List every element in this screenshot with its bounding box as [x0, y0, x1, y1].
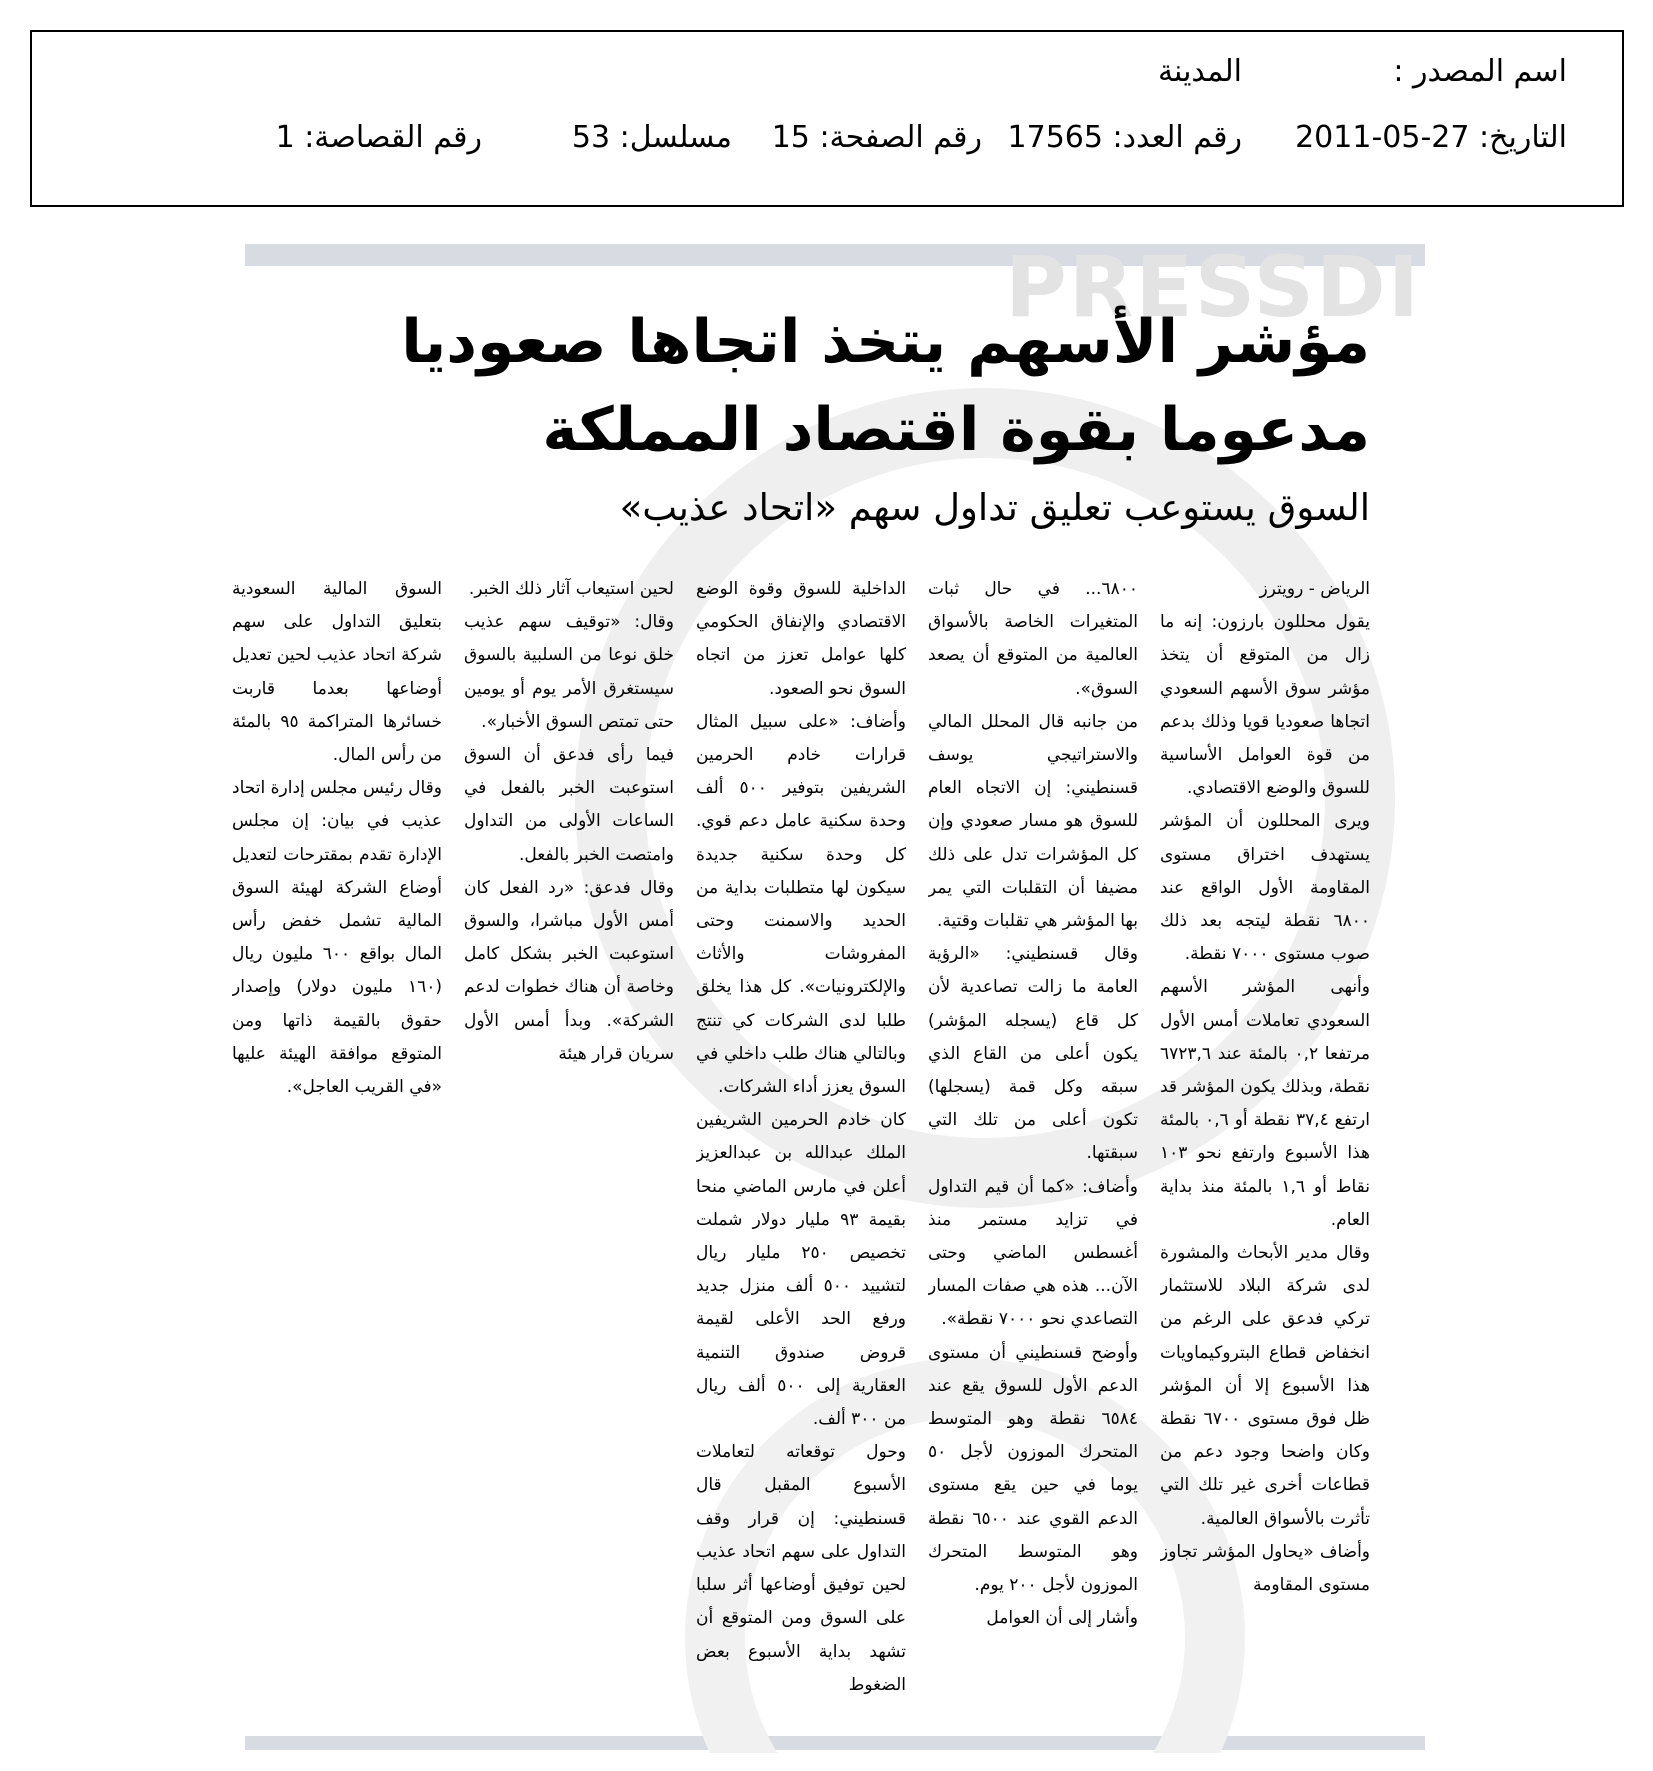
source-value: المدينة: [1157, 54, 1242, 89]
article-paragraph: وقال مدير الأبحاث والمشورة لدى شركة البلاد للاستثمار تركي فدعق على الرغم من انخفاض قطاع البتروكيماويات هذا الأسبوع إلا أن المؤشر ظل فوق مستوى ٦٧٠٠ نقطة وكان واضحا وجود دعم من قطاعات أخرى غير تلك التي تأثرت بالأسواق العالمية.: [1160, 1243, 1370, 1529]
date-field: التاريخ: 27-05-2011: [1295, 120, 1567, 155]
article-paragraph: ويرى المحللون أن المؤشر يستهدف اختراق مستوى المقاومة الأول الواقع عند ٦٨٠٠ نقطة ليتجه بعد ذلك صوب مستوى ٧٠٠٠ نقطة.: [1160, 811, 1370, 965]
article-paragraph: وقال فدعق: «رد الفعل كان أمس الأول مباشرا، والسوق استوعبت الخبر بشكل كامل وخاصة أن هناك خطوات لدعم الشركة». وبدأ أمس الأول سريان قرار هيئة: [464, 877, 674, 1064]
article-paragraph: فيما رأى فدعق أن السوق استوعبت الخبر بالفعل في الساعات الأولى من التداول وامتصت الخبر بالفعل.: [464, 745, 674, 865]
article-paragraph: وقال قسنطيني: «الرؤية العامة ما زالت تصاعدية لأن كل قاع (يسجله المؤشر) يكون أعلى من القاع الذي سبقه وكل قمة (يسجلها) تكون أعلى من تلك التي سبقتها.: [928, 944, 1138, 1164]
article-paragraph: وقال: «توقيف سهم عذيب خلق نوعا من السلبية بالسوق سيستغرق الأمر يوم أو يومين حتى تمتص السوق الأخبار».: [464, 612, 674, 732]
article-paragraph: وحول توقعاته لتعاملات الأسبوع المقبل قال قسنطيني: إن قرار وقف التداول على سهم اتحاد عذيب لحين توفيق أوضاعها أثر سلبا على السوق ومن المتوقع أن تشهد بداية الأسبوع بعض الضغوط: [696, 1442, 906, 1695]
source-label: اسم المصدر :: [1393, 54, 1567, 89]
article-column-4: [464, 573, 674, 1743]
article-paragraph: وأضاف: «كما أن قيم التداول في تزايد مستمر منذ أغسطس الماضي وحتى الآن... هذه هي صفات المسار التصاعدي نحو ٧٠٠٠ نقطة».: [928, 1176, 1138, 1330]
article-paragraph: وأشار إلى أن العوامل: [986, 1608, 1138, 1629]
article-paragraph: كان خادم الحرمين الشريفين الملك عبدالله بن عبدالعزيز أعلن في مارس الماضي منحا بقيمة ٩٣ مليار دولار شملت تخصيص ٢٥٠ مليار ريال لتشييد ٥٠٠ ألف منزل جديد ورفع الحد الأعلى لقيمة قروض صندوق التنمية العقارية إلى ٥٠٠ ألف ريال من ٣٠٠ ألف.: [696, 1110, 906, 1430]
article-paragraph: يقول محللون بارزون: إنه ما زال من المتوقع أن يتخذ مؤشر سوق الأسهم السعودي اتجاها صعوديا قويا وذلك بدعم من قوة العوامل الأساسية للسوق والوضع الاقتصادي.: [1160, 612, 1370, 799]
article-paragraph: الرياض - رويترز: [1259, 579, 1370, 599]
newspaper-clipping: [215, 238, 1425, 1753]
article-column-1: [1160, 573, 1370, 1743]
article-paragraph: وأنهى المؤشر الأسهم السعودي تعاملات أمس الأول مرتفعا ٠,٢ بالمئة عند ٦٧٢٣,٦ نقطة، وبذلك يكون المؤشر قد ارتفع ٣٧,٤ نقطة أو ٠,٦ بالمئة هذا الأسبوع وارتفع نحو ١٠٣ نقاط أو ١,٦ بالمئة منذ بداية العام.: [1160, 977, 1370, 1230]
article-paragraph: الداخلية للسوق وقوة الوضع الاقتصادي والإنفاق الحكومي كلها عوامل تعزز من اتجاه السوق نحو الصعود.: [696, 579, 906, 699]
article-paragraph: ٦٨٠٠... في حال ثبات المتغيرات الخاصة بالأسواق العالمية من المتوقع أن يصعد السوق».: [928, 579, 1138, 699]
pressdi-watermark: PRESSDI: [1005, 238, 1421, 336]
article-paragraph: وقال رئيس مجلس إدارة اتحاد عذيب في بيان: إن مجلس الإدارة تقدم بمقترحات لتعديل أوضاع الشركة لهيئة السوق المالية تشمل خفض رأس المال بواقع ٦٠٠ مليون ريال (١٦٠ مليون دولار) وإصدار حقوق بالقيمة ذاتها ومن المتوقع موافقة الهيئة عليها «في القريب العاجل».: [232, 778, 442, 1098]
page-number-field: رقم الصفحة: 15: [771, 120, 982, 155]
clip-number-field: رقم القصاصة: 1: [275, 120, 482, 155]
article-paragraph: وأوضح قسنطيني أن مستوى الدعم الأول للسوق يقع عند ٦٥٨٤ نقطة وهو المتوسط المتحرك الموزون لأجل ٥٠ يوما في حين يقع مستوى الدعم القوي عند ٦٥٠٠ نقطة وهو المتوسط المتحرك الموزون لأجل ٢٠٠ يوم.: [928, 1342, 1138, 1596]
article-column-5: [232, 573, 442, 1743]
serial-field: مسلسل: 53: [571, 120, 732, 155]
article-paragraph: وأضاف «يحاول المؤشر تجاوز مستوى المقاومة: [1160, 1541, 1370, 1596]
article-paragraph: وأضاف: «على سبيل المثال قرارات خادم الحرمين الشريفين بتوفير ٥٠٠ ألف وحدة سكنية عامل دعم قوي. كل وحدة سكنية جديدة سيكون لها متطلبات بداية من الحديد والاسمنت وحتى المفروشات والأثاث والإلكترونيات». كل هذا يخلق طلبا لدى الشركات كي تنتج وبالتالي هناك طلب داخلي في السوق يعزز أداء الشركات.: [696, 711, 906, 1098]
issue-number-field: رقم العدد: 17565: [1007, 120, 1242, 155]
article-body: [230, 573, 1370, 1743]
article-column-2: [928, 573, 1138, 1743]
article-headline: مؤشر الأسهم يتخذ اتجاها صعوديا مدعوما بقوة اقتصاد المملكة: [401, 307, 1370, 465]
article-column-3: [696, 573, 906, 1743]
clipping-metadata-box: [30, 30, 1624, 207]
article-paragraph: من جانبه قال المحلل المالي والاستراتيجي يوسف قسنطيني: إن الاتجاه العام للسوق هو مسار صعودي وإن كل المؤشرات تدل على ذلك مضيفا أن التقلبات التي يمر بها المؤشر هي تقلبات وقتية.: [928, 711, 1138, 932]
article-paragraph: السوق المالية السعودية بتعليق التداول على سهم شركة اتحاد عذيب لحين تعديل أوضاعها بعدما قاربت خسائرها المتراكمة ٩٥ بالمئة من رأس المال.: [232, 579, 442, 766]
article-subheadline: السوق يستوعب تعليق تداول سهم «اتحاد عذيب»: [619, 486, 1370, 529]
article-paragraph: لحين استيعاب آثار ذلك الخبر.: [468, 579, 674, 599]
